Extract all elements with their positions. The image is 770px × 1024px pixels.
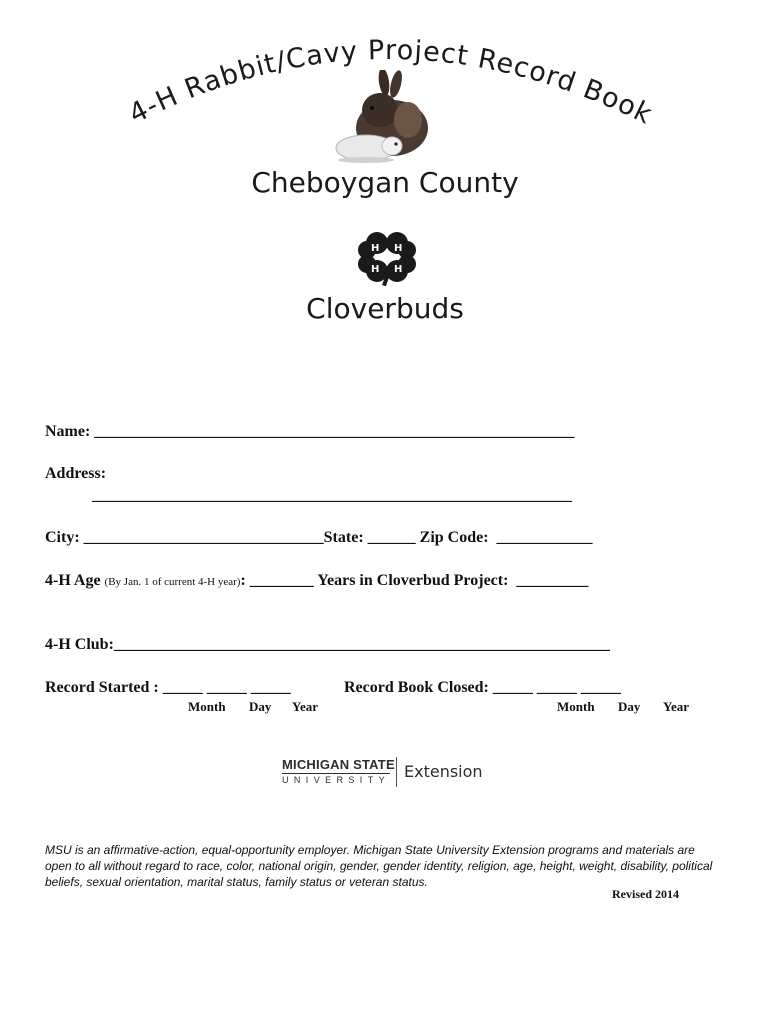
name-field[interactable]: Name: ____________________________________________________________	[45, 423, 575, 440]
rabbit-cavy-photo	[330, 70, 430, 170]
svg-text:H: H	[394, 243, 403, 254]
started-year-label: Year	[292, 699, 318, 714]
revision-note: Revised 2014	[612, 887, 679, 901]
address-field[interactable]: ____________________________________________________________	[92, 487, 572, 504]
extension-wordmark: Extension	[404, 762, 483, 781]
four-h-clover-icon	[357, 230, 417, 286]
msu-wordmark-top: MICHIGAN STATE	[282, 757, 395, 772]
address-label: Address:	[45, 465, 107, 482]
county-name: Cheboygan County	[251, 166, 519, 199]
age-note: (By Jan. 1 of current 4-H year)	[104, 576, 241, 588]
msu-wordmark-bottom: UNIVERSITY	[282, 775, 391, 785]
started-month-label: Month	[188, 699, 226, 714]
nondiscrimination-statement: MSU is an affirmative-action, equal-opportunity employer. Michigan State University Extension programs and materials are open to all without regard to race, color, national origin, gender, gender identity, religion, age, height, weight, disability, political beliefs, sexual orientation, marital status, family status or veteran status.	[45, 843, 713, 889]
age-years-line[interactable]: : ________ Years in Cloverbud Project: _________	[240, 572, 589, 589]
club-field[interactable]: 4-H Club:______________________________________________________________	[45, 636, 610, 653]
record-closed-field[interactable]: Record Book Closed: _____ _____ _____	[344, 679, 621, 696]
msu-rule	[282, 773, 390, 774]
closed-year-label: Year	[663, 699, 689, 714]
svg-text:H: H	[371, 264, 380, 275]
age-label: 4-H Age	[45, 572, 101, 589]
closed-day-label: Day	[618, 699, 641, 714]
svg-text:H: H	[371, 243, 380, 254]
record-started-field[interactable]: Record Started : _____ _____ _____	[45, 679, 291, 696]
program-name: Cloverbuds	[306, 292, 464, 325]
msu-extension-logo	[282, 757, 492, 791]
logo-divider	[396, 757, 397, 787]
age-field[interactable]	[45, 572, 588, 590]
started-day-label: Day	[249, 699, 272, 714]
title-textpath: 4-H Rabbit/Cavy Project Record Book	[124, 34, 658, 131]
closed-month-label: Month	[557, 699, 595, 714]
svg-text:H: H	[394, 264, 403, 275]
city-state-zip-field[interactable]: City: ______________________________State: ______ Zip Code: ____________	[45, 529, 593, 546]
